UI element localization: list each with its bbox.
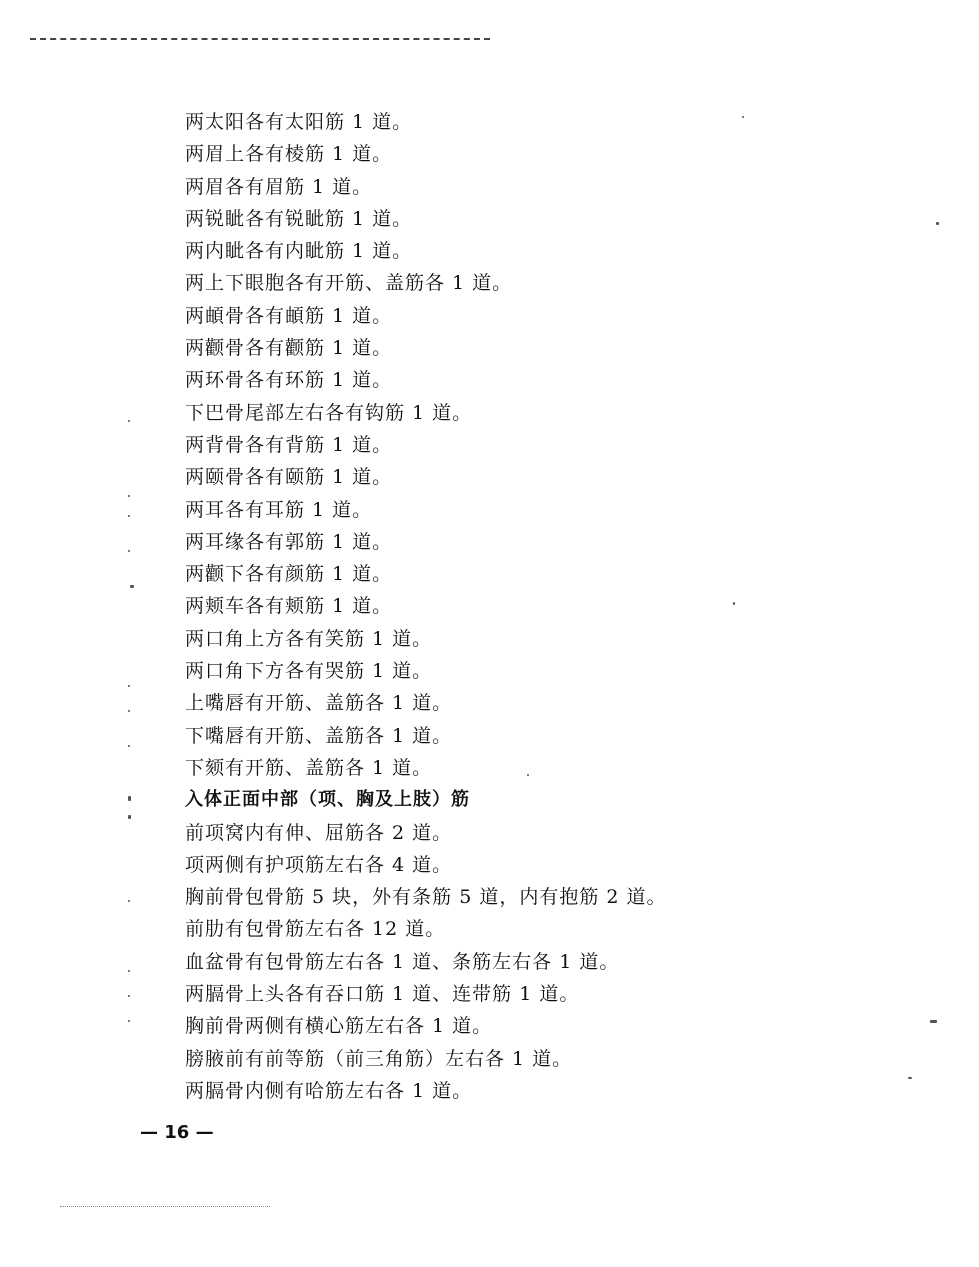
margin-scan-marks	[126, 420, 138, 1040]
text-line: 两内眦各有内眦筋 1 道。	[185, 240, 413, 263]
text-line: 两耳缘各有郭筋 1 道。	[185, 530, 393, 553]
text-line: 两颧骨各有颧筋 1 道。	[185, 337, 393, 360]
text-line: 下嘴唇有开筋、盖筋各 1 道。	[185, 724, 453, 747]
text-line: 两背骨各有背筋 1 道。	[185, 433, 393, 456]
text-line: 下颏有开筋、盖筋各 1 道。	[185, 756, 433, 779]
text-line: 两太阳各有太阳筋 1 道。	[185, 111, 413, 133]
scan-speck	[527, 774, 529, 776]
text-line: 两颧下各有颜筋 1 道。	[185, 563, 393, 586]
text-line: 血盆骨有包骨筋左右各 1 道、条筋左右各 1 道。	[185, 950, 620, 973]
section-heading: 入体正面中部（项、胸及上肢）筋	[185, 789, 470, 811]
text-line: 两颊车各有颊筋 1 道。	[185, 595, 393, 618]
text-line: 前肋有包骨筋左右各 12 道。	[185, 918, 446, 941]
text-line: 膀腋前有前等筋（前三角筋）左右各 1 道。	[185, 1047, 573, 1070]
text-line: 两锐眦各有锐眦筋 1 道。	[185, 207, 413, 230]
text-line: 项两侧有护项筋左右各 4 道。	[185, 853, 453, 876]
text-line: 两上下眼胞各有开筋、盖筋各 1 道。	[185, 272, 513, 295]
top-dashed-rule	[30, 38, 490, 40]
text-line: 两頔骨各有頔筋 1 道。	[185, 304, 393, 327]
text-line: 胸前骨包骨筋 5 块，外有条筋 5 道，内有抱筋 2 道。	[185, 886, 667, 909]
text-line: 胸前骨两侧有横心筋左右各 1 道。	[185, 1015, 493, 1038]
text-line: 两口角下方各有哭筋 1 道。	[185, 660, 433, 683]
text-line: 两耳各有耳筋 1 道。	[185, 498, 373, 521]
text-line: 两眉各有眉筋 1 道。	[185, 175, 373, 198]
text-line: 上嘴唇有开筋、盖筋各 1 道。	[185, 692, 453, 715]
footer-scan-residue	[60, 1206, 270, 1207]
text-line: 两环骨各有环筋 1 道。	[185, 369, 393, 392]
scan-speck	[930, 1020, 937, 1023]
document-body	[185, 106, 825, 1107]
text-line: 两颐骨各有颐筋 1 道。	[185, 466, 393, 489]
scan-speck	[936, 222, 939, 225]
text-line: 下巴骨尾部左右各有钩筋 1 道。	[185, 401, 473, 424]
text-line: 前项窝内有伸、屈筋各 2 道。	[185, 821, 453, 844]
scan-speck	[733, 602, 735, 605]
text-line: 两口角上方各有笑筋 1 道。	[185, 627, 433, 650]
page-number: — 16 —	[140, 1122, 214, 1143]
scan-speck	[908, 1077, 912, 1079]
text-line: 两膈骨上头各有吞口筋 1 道、连带筋 1 道。	[185, 983, 580, 1006]
scan-speck	[742, 116, 744, 118]
text-line: 两膈骨内侧有哈筋左右各 1 道。	[185, 1079, 473, 1102]
text-line: 两眉上各有棱筋 1 道。	[185, 143, 393, 166]
